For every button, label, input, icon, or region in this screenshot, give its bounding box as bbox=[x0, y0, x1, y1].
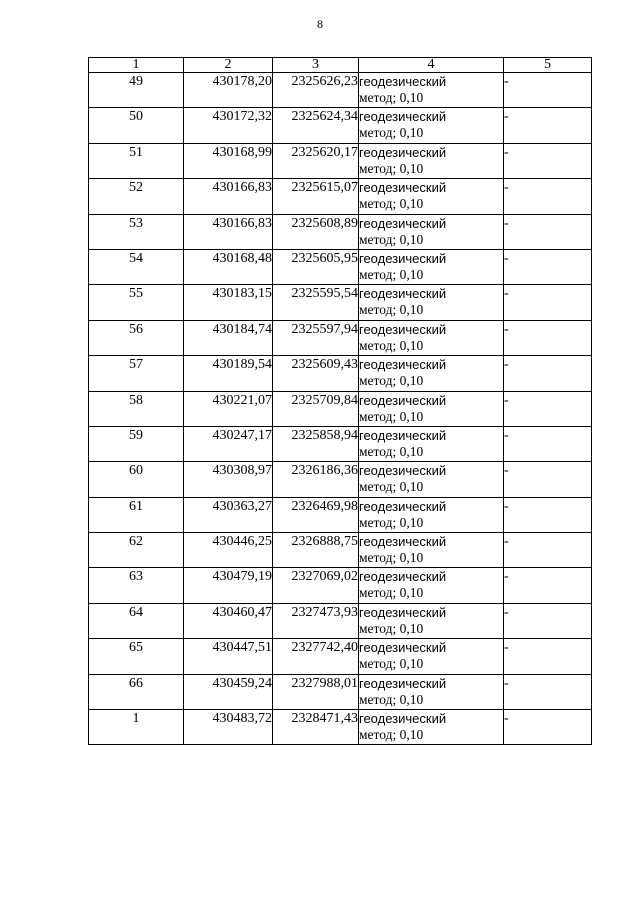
x-coordinate: 430479,19 bbox=[184, 568, 273, 603]
method-line-1: геодезический bbox=[359, 463, 447, 479]
table-row bbox=[89, 426, 592, 461]
method-line-1: геодезический bbox=[359, 569, 447, 585]
x-coordinate: 430483,72 bbox=[184, 710, 273, 745]
note-cell: - bbox=[504, 356, 592, 391]
x-coordinate: 430363,27 bbox=[184, 497, 273, 532]
method-line-1: геодезический bbox=[359, 604, 447, 620]
method-line-1: геодезический bbox=[359, 74, 447, 89]
table-row bbox=[89, 285, 592, 320]
x-coordinate: 430184,74 bbox=[184, 320, 273, 355]
y-coordinate: 2326186,36 bbox=[273, 462, 359, 497]
y-coordinate: 2325605,95 bbox=[273, 249, 359, 284]
method-cell bbox=[359, 285, 504, 320]
point-number: 66 bbox=[89, 674, 184, 709]
method-cell bbox=[359, 320, 504, 355]
header-col-3: 3 bbox=[273, 58, 359, 73]
header-col-4: 4 bbox=[359, 58, 504, 73]
point-number: 52 bbox=[89, 179, 184, 214]
note-cell: - bbox=[504, 568, 592, 603]
note-cell: - bbox=[504, 285, 592, 320]
point-number: 51 bbox=[89, 143, 184, 178]
table-row bbox=[89, 603, 592, 638]
x-coordinate: 430166,83 bbox=[184, 214, 273, 249]
method-line-1: геодезический bbox=[359, 427, 447, 443]
note-cell: - bbox=[504, 73, 592, 108]
table-row bbox=[89, 249, 592, 284]
method-line-2: метод; 0,10 bbox=[359, 266, 424, 282]
method-cell bbox=[359, 214, 504, 249]
method-line-2: метод; 0,10 bbox=[359, 656, 424, 672]
method-cell bbox=[359, 356, 504, 391]
header-col-5: 5 bbox=[504, 58, 592, 73]
method-line-1: геодезический bbox=[359, 109, 447, 125]
x-coordinate: 430308,97 bbox=[184, 462, 273, 497]
method-line-1: геодезический bbox=[359, 286, 447, 302]
x-coordinate: 430459,24 bbox=[184, 674, 273, 709]
point-number: 60 bbox=[89, 462, 184, 497]
y-coordinate: 2325626,23 bbox=[273, 73, 359, 108]
x-coordinate: 430189,54 bbox=[184, 356, 273, 391]
method-line-2: метод; 0,10 bbox=[359, 302, 424, 318]
method-cell bbox=[359, 710, 504, 745]
method-cell bbox=[359, 568, 504, 603]
method-line-2: метод; 0,10 bbox=[359, 620, 424, 636]
method-line-2: метод; 0,10 bbox=[359, 550, 424, 566]
note-cell: - bbox=[504, 426, 592, 461]
note-cell: - bbox=[504, 639, 592, 674]
y-coordinate: 2325858,94 bbox=[273, 426, 359, 461]
method-line-1: геодезический bbox=[359, 711, 447, 727]
table-row bbox=[89, 179, 592, 214]
header-row bbox=[89, 58, 592, 73]
x-coordinate: 430183,15 bbox=[184, 285, 273, 320]
note-cell: - bbox=[504, 674, 592, 709]
note-cell: - bbox=[504, 497, 592, 532]
header-col-1: 1 bbox=[89, 58, 184, 73]
y-coordinate: 2327988,01 bbox=[273, 674, 359, 709]
table-row bbox=[89, 143, 592, 178]
y-coordinate: 2325609,43 bbox=[273, 356, 359, 391]
method-line-1: геодезический bbox=[359, 250, 447, 266]
table-row bbox=[89, 497, 592, 532]
point-number: 50 bbox=[89, 108, 184, 143]
note-cell: - bbox=[504, 179, 592, 214]
note-cell: - bbox=[504, 320, 592, 355]
method-line-1: геодезический bbox=[359, 640, 447, 656]
table-row bbox=[89, 356, 592, 391]
method-line-2: метод; 0,10 bbox=[359, 125, 424, 141]
x-coordinate: 430446,25 bbox=[184, 533, 273, 568]
table-row bbox=[89, 320, 592, 355]
point-number: 61 bbox=[89, 497, 184, 532]
table-row bbox=[89, 462, 592, 497]
note-cell: - bbox=[504, 462, 592, 497]
point-number: 57 bbox=[89, 356, 184, 391]
table-body bbox=[89, 73, 592, 745]
x-coordinate: 430178,20 bbox=[184, 73, 273, 108]
header-col-2: 2 bbox=[184, 58, 273, 73]
table-row bbox=[89, 710, 592, 745]
method-line-2: метод; 0,10 bbox=[359, 514, 424, 530]
table-row bbox=[89, 674, 592, 709]
method-line-1: геодезический bbox=[359, 498, 447, 514]
method-line-2: метод; 0,10 bbox=[359, 691, 424, 707]
method-cell bbox=[359, 73, 504, 108]
table-row bbox=[89, 639, 592, 674]
y-coordinate: 2325620,17 bbox=[273, 143, 359, 178]
table-row bbox=[89, 533, 592, 568]
note-cell: - bbox=[504, 249, 592, 284]
method-cell bbox=[359, 603, 504, 638]
table-row bbox=[89, 391, 592, 426]
point-number: 54 bbox=[89, 249, 184, 284]
table-header bbox=[89, 58, 592, 73]
coordinates-table bbox=[88, 57, 592, 745]
page-number: 8 bbox=[317, 17, 323, 31]
point-number: 58 bbox=[89, 391, 184, 426]
method-line-2: метод; 0,10 bbox=[359, 196, 424, 212]
method-cell bbox=[359, 533, 504, 568]
method-cell bbox=[359, 462, 504, 497]
y-coordinate: 2327069,02 bbox=[273, 568, 359, 603]
point-number: 56 bbox=[89, 320, 184, 355]
table-row bbox=[89, 73, 592, 108]
point-number: 49 bbox=[89, 73, 184, 108]
point-number: 1 bbox=[89, 710, 184, 745]
method-line-2: метод; 0,10 bbox=[359, 727, 424, 743]
y-coordinate: 2325597,94 bbox=[273, 320, 359, 355]
method-line-1: геодезический bbox=[359, 321, 447, 337]
method-line-2: метод; 0,10 bbox=[359, 373, 424, 389]
method-cell bbox=[359, 426, 504, 461]
method-cell bbox=[359, 108, 504, 143]
y-coordinate: 2325615,07 bbox=[273, 179, 359, 214]
point-number: 53 bbox=[89, 214, 184, 249]
method-line-1: геодезический bbox=[359, 357, 447, 373]
method-line-2: метод; 0,10 bbox=[359, 443, 424, 459]
note-cell: - bbox=[504, 710, 592, 745]
table-row bbox=[89, 108, 592, 143]
method-cell bbox=[359, 674, 504, 709]
note-cell: - bbox=[504, 108, 592, 143]
point-number: 55 bbox=[89, 285, 184, 320]
note-cell: - bbox=[504, 603, 592, 638]
point-number: 59 bbox=[89, 426, 184, 461]
point-number: 62 bbox=[89, 533, 184, 568]
x-coordinate: 430247,17 bbox=[184, 426, 273, 461]
x-coordinate: 430221,07 bbox=[184, 391, 273, 426]
x-coordinate: 430172,32 bbox=[184, 108, 273, 143]
method-line-2: метод; 0,10 bbox=[359, 585, 424, 601]
method-cell bbox=[359, 143, 504, 178]
method-line-2: метод; 0,10 bbox=[359, 90, 424, 105]
y-coordinate: 2327742,40 bbox=[273, 639, 359, 674]
y-coordinate: 2327473,93 bbox=[273, 603, 359, 638]
point-number: 63 bbox=[89, 568, 184, 603]
method-line-1: геодезический bbox=[359, 675, 447, 691]
method-line-1: геодезический bbox=[359, 534, 447, 550]
y-coordinate: 2328471,43 bbox=[273, 710, 359, 745]
method-cell bbox=[359, 391, 504, 426]
method-cell bbox=[359, 639, 504, 674]
method-cell bbox=[359, 249, 504, 284]
y-coordinate: 2325624,34 bbox=[273, 108, 359, 143]
note-cell: - bbox=[504, 391, 592, 426]
method-cell bbox=[359, 497, 504, 532]
note-cell: - bbox=[504, 143, 592, 178]
table-row bbox=[89, 568, 592, 603]
note-cell: - bbox=[504, 214, 592, 249]
x-coordinate: 430168,99 bbox=[184, 143, 273, 178]
y-coordinate: 2326888,75 bbox=[273, 533, 359, 568]
x-coordinate: 430460,47 bbox=[184, 603, 273, 638]
method-line-1: геодезический bbox=[359, 180, 447, 196]
x-coordinate: 430166,83 bbox=[184, 179, 273, 214]
method-line-2: метод; 0,10 bbox=[359, 408, 424, 424]
note-cell: - bbox=[504, 533, 592, 568]
method-line-2: метод; 0,10 bbox=[359, 337, 424, 353]
y-coordinate: 2325608,89 bbox=[273, 214, 359, 249]
x-coordinate: 430447,51 bbox=[184, 639, 273, 674]
method-line-1: геодезический bbox=[359, 215, 447, 231]
x-coordinate: 430168,48 bbox=[184, 249, 273, 284]
y-coordinate: 2326469,98 bbox=[273, 497, 359, 532]
point-number: 65 bbox=[89, 639, 184, 674]
y-coordinate: 2325709,84 bbox=[273, 391, 359, 426]
method-line-2: метод; 0,10 bbox=[359, 231, 424, 247]
method-line-2: метод; 0,10 bbox=[359, 160, 424, 176]
method-line-2: метод; 0,10 bbox=[359, 479, 424, 495]
method-line-1: геодезический bbox=[359, 144, 447, 160]
point-number: 64 bbox=[89, 603, 184, 638]
table-row bbox=[89, 214, 592, 249]
method-line-1: геодезический bbox=[359, 392, 447, 408]
y-coordinate: 2325595,54 bbox=[273, 285, 359, 320]
method-cell bbox=[359, 179, 504, 214]
